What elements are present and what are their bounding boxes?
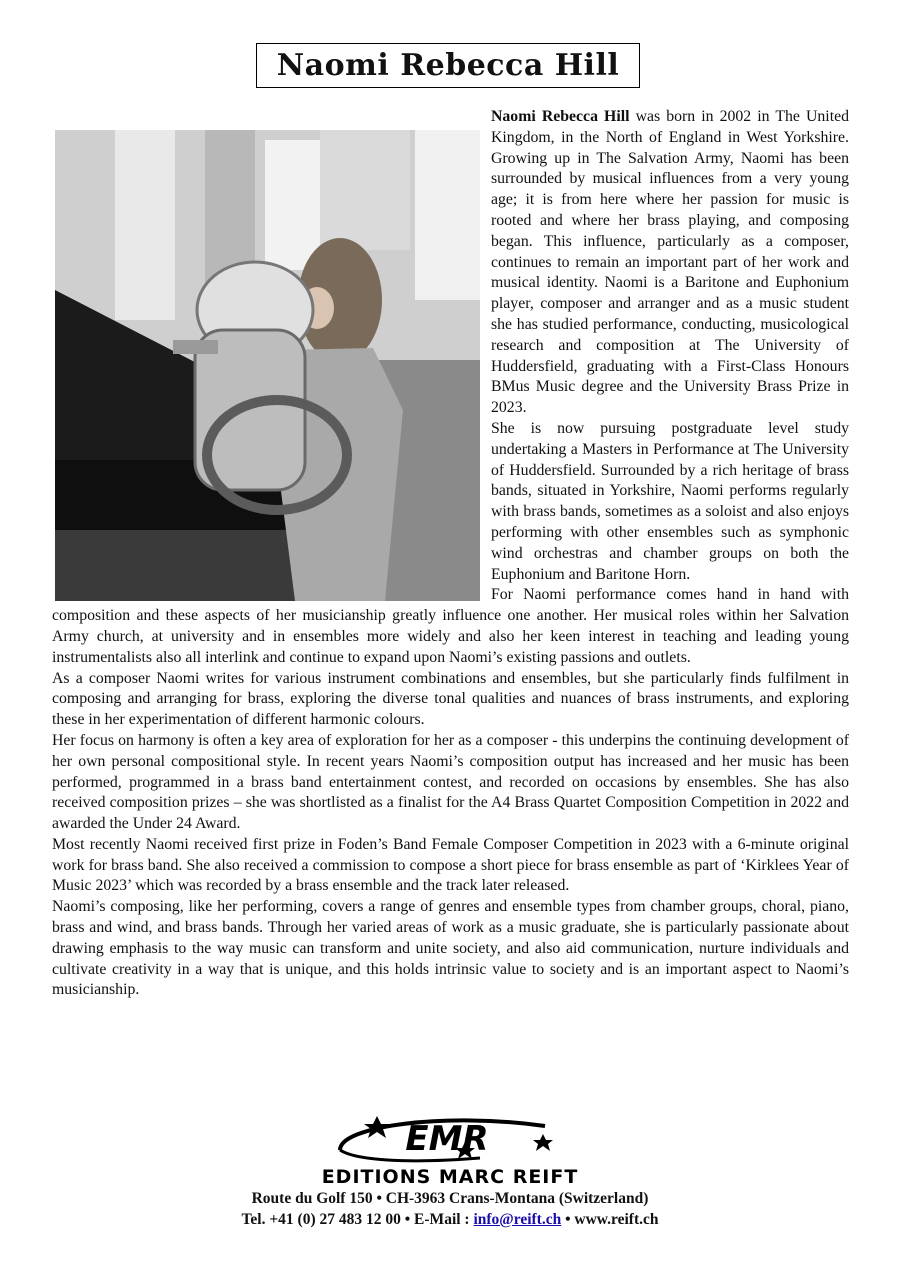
address-line: Route du Golf 150 • CH-3963 Crans-Montana (Switzerland) [251, 1190, 649, 1207]
bio-paragraph-3: For Naomi performance comes hand in hand with composition and these aspects of her musicianship greatly influence one another. Her musical roles within her Salvation Army church, at university and in ensembles more widely and also her keen interest in teaching and leading young instrumentalists also all interlink and continue to expand upon Naomi’s existing passions and outlets. [52, 586, 849, 666]
biography [52, 107, 849, 1001]
bio-paragraph-5: Her focus on harmony is often a key area of exploration for her as a composer - this underpins the continuing development of her own personal compositional style. In recent years Naomi’s composition output has increased and her music has been performed, programmed in a brass band entertainment contest, and recorded on occasions by ensembles. She has also received composition prizes – she was shortlisted as a finalist for the A4 Brass Quartet Composition Competition in 2022 and awarded the Under 24 Award. [52, 731, 849, 833]
lead-name: Naomi Rebecca Hill [491, 108, 630, 125]
title-box [256, 43, 640, 88]
portrait-photo [55, 130, 480, 601]
bio-paragraph-6: Most recently Naomi received first prize in Foden’s Band Female Composer Competition in 2023 with a 6-minute original work for brass band. She also received a commission to compose a short piece for brass ensemble as part of ‘Kirklees Year of Music 2023’ which was recorded by a brass ensemble and the track later released. [52, 835, 849, 895]
euphonium-player-image [55, 130, 480, 601]
bio-paragraph-4: As a composer Naomi writes for various instrument combinations and ensembles, but she particularly finds fulfilment in composing and arranging for brass, exploring the diverse tonal qualities and nuances of brass instruments, and exploring these in her experimentation of different harmonic colours. [52, 669, 849, 729]
logo-mark-text: EMR [405, 1119, 489, 1159]
publisher-name: EDITIONS MARC REIFT [321, 1166, 579, 1188]
publisher-footer [0, 1108, 900, 1230]
bio-paragraph-2: She is now pursuing postgraduate level study undertaking a Masters in Performance at The University of Huddersfield. Surrounded by a rich heritage of brass bands, situated in Yorkshire, Naomi performs regularly with brass bands, sometimes as a soloist and also enjoys performing with other ensembles such as symphonic wind orchestras and chamber groups on both the Euphonium and Baritone Horn. [491, 419, 849, 583]
contact-line [0, 1209, 900, 1230]
phone-text: Tel. +41 (0) 27 483 12 00 • E-Mail : [241, 1211, 474, 1228]
email-link[interactable]: info@reift.ch [473, 1211, 562, 1228]
emr-logo [285, 1108, 615, 1188]
bio-paragraph-1: Naomi Rebecca Hill was born in 2002 in The United Kingdom, in the North of England in West Yorkshire. Growing up in The Salvation Army, Naomi has been surrounded by musical influences from a very young age; it is from here where her passion for music is rooted and where her brass playing, and composing began. This influence, particularly as a composer, continues to remain an important part of her work and musical identity. Naomi is a Baritone and Euphonium player, composer and arranger and as a music student she has studied performance, conducting, musicological research and composition at The University of Huddersfield, graduating with a First-Class Honours BMus Music degree and the University Brass Prize in 2023. [491, 108, 849, 417]
bio-paragraph-7: Naomi’s composing, like her performing, covers a range of genres and ensemble types from chamber groups, choral, piano, brass and wind, and brass bands. Through her varied areas of work as a music graduate, she is particularly passionate about drawing emphasis to the way music can transform and unite society, and also aid communication, nurture individuals and cultivate creativity in a way that is unique, and this holds intrinsic value to society and is an important aspect to Naomi’s musicianship. [52, 898, 849, 999]
website-text: • www.reift.ch [561, 1211, 659, 1228]
page-title: Naomi Rebecca Hill [276, 48, 620, 83]
